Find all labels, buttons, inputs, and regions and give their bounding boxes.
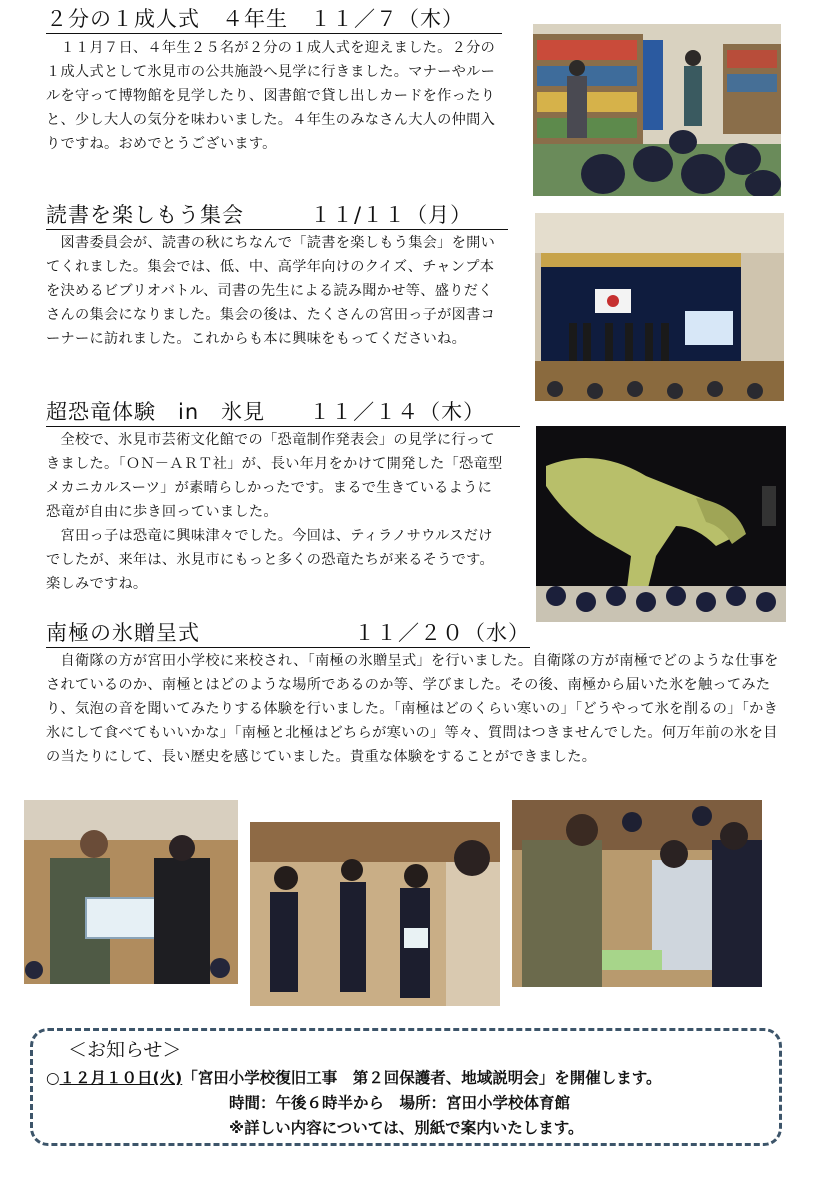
photo-dinosaur-show <box>536 426 786 622</box>
section-2-paragraph: 図書委員会が、読書の秋にちなんで「読書を楽しもう集会」を開いてくれました。集会では、低、中、高学年向けのクイズ、チャンプ本を決めるビブリオバトル、司書の先生による読み聞かせ等、盛りだくさんの集会になりました。集会の後は、たくさんの宮田っ子が図書コーナーに訪れました。これからも本に興味をもってくださいね。 <box>46 235 496 347</box>
photo-students-holding-ice <box>250 822 500 1006</box>
section-3-body <box>46 428 506 596</box>
notice-event: 「宮田小学校復旧工事 第２回保護者、地域説明会」を開催します。 <box>182 1069 662 1087</box>
section-4-paragraph: 自衛隊の方が宮田小学校に来校され、「南極の氷贈呈式」を行いました。自衛隊の方が南極でどのような仕事をされているのか、南極とはどのような場所であるのか等、学びました。その後、南極から届いた氷を触ってみたり、気泡の音を聞いてみたりする体験を行いました。「南極はどのくらい寒いの」「どうやって氷を削るの」「かき氷にして食べてもいいかな」「南極と北極はどちらが寒いの」等々、質問はつきませんでした。何万年前の氷を目の当たりにして、長い歴史を感じていました。貴重な体験をすることができました。 <box>46 653 779 765</box>
notice-details: ※詳しい内容については、別紙で案内いたします。 <box>229 1119 584 1137</box>
photo-library-visit <box>533 24 781 196</box>
section-3-paragraph-2: 宮田っ子は恐竜に興味津々でした。今回は、ティラノサウルスだけでしたが、来年は、氷見市にもっと多くの恐竜たちが来るそうです。楽しみですね。 <box>46 528 494 592</box>
section-1-body <box>46 36 502 156</box>
photo-children-touching-ice <box>512 800 762 987</box>
photo-self-defense-ice-box <box>24 800 238 984</box>
section-4-body <box>46 649 782 769</box>
section-1-paragraph: １１月７日、４年生２５名が２分の１成人式を迎えました。２分の１成人式として氷見市の公共施設へ見学に行きました。マナーやルールを守って博物館を見学したり、図書館で貸し出しカードを作ったりと、少し大人の気分を味わいました。４年生のみなさん大人の仲間入りですね。おめでとうございます。 <box>46 40 496 152</box>
section-4-title: 南極の氷贈呈式 １１／２０（水） <box>46 620 530 648</box>
notice-date-prefix: ○ <box>46 1069 60 1087</box>
section-3-paragraph-1: 全校で、氷見市芸術文化館での「恐竜制作発表会」の見学に行ってきました。「ＯＮ－ＡＲＴ社」が、長い年月をかけて開発した「恐竜型メカニカルスーツ」が素晴らしかったです。まるで生きているように恐竜が自由に歩き回っていました。 <box>46 432 503 520</box>
notice-title: ＜お知らせ＞ <box>68 1039 182 1061</box>
photo-reading-assembly <box>535 213 784 401</box>
notice-date: １２月１０日(火) <box>59 1069 183 1087</box>
notice-time-place: 時間：午後６時半から 場所：宮田小学校体育館 <box>229 1094 571 1112</box>
section-2-title: 読書を楽しもう集会 １１/１１（月） <box>46 202 508 230</box>
section-3-title: 超恐竜体験 in 氷見 １１／１４（木） <box>46 399 520 427</box>
section-1-title: ２分の１成人式 ４年生 １１／７（木） <box>46 6 502 34</box>
notice-date-line <box>46 1066 661 1088</box>
section-2-body <box>46 231 504 351</box>
